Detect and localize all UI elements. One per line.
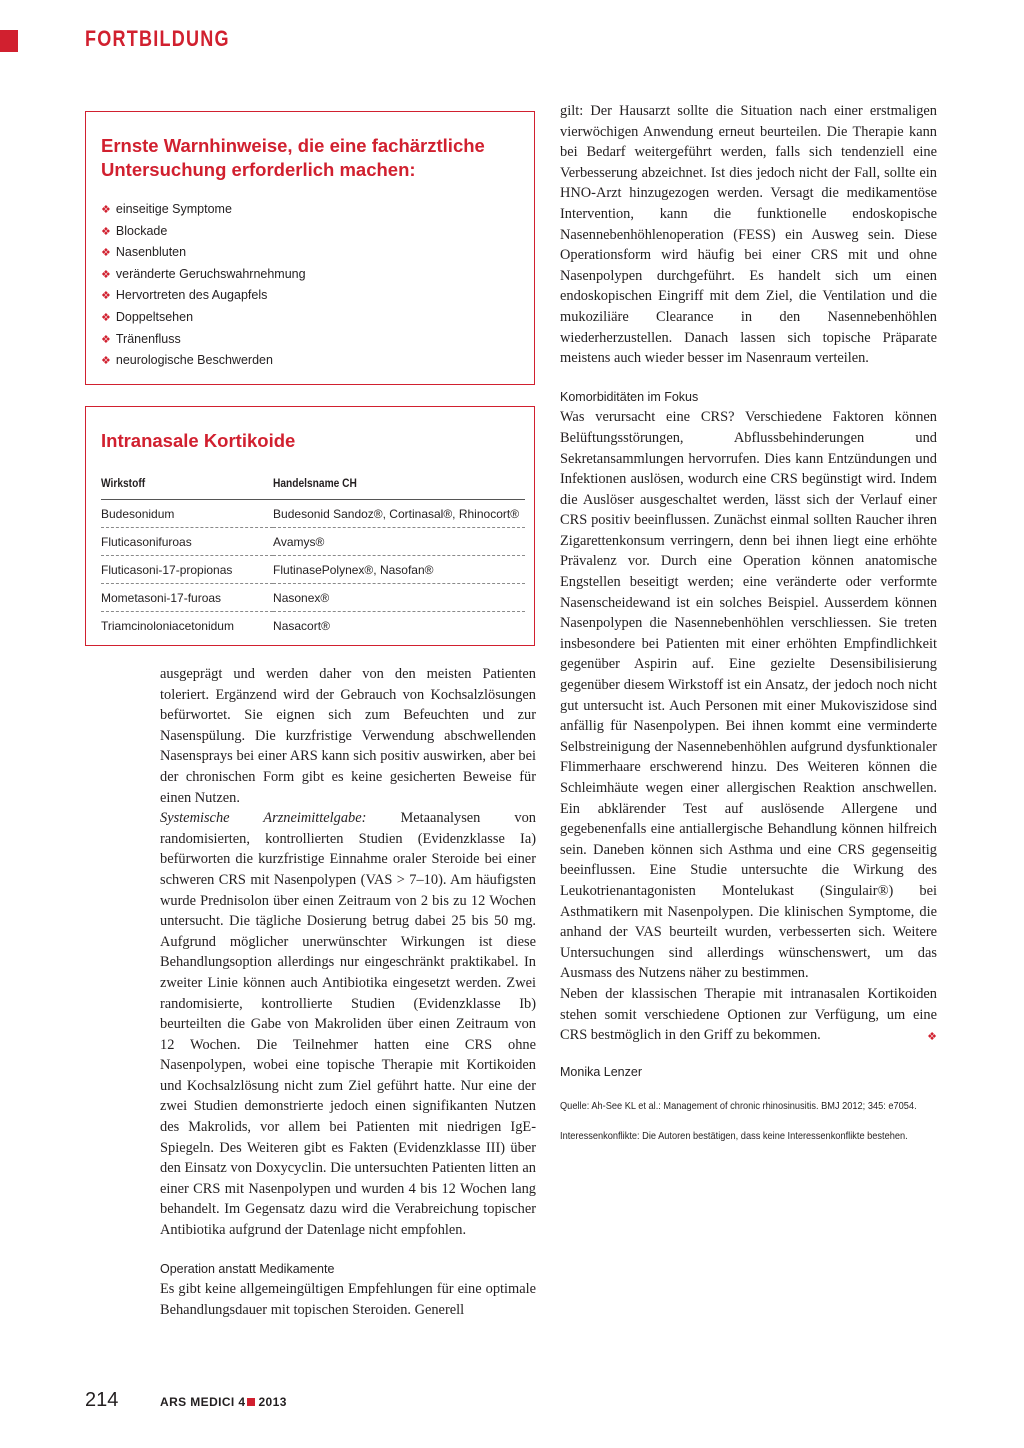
source-note: Quelle: Ah-See KL et al.: Management of chronic rhinosinusitis. BMJ 2012; 345: e7054. bbox=[560, 1099, 917, 1112]
table-cell: Fluticasoni-17-propionas bbox=[101, 556, 273, 584]
author-name: Monika Lenzer bbox=[560, 1064, 642, 1079]
section-title: FORTBILDUNG bbox=[85, 26, 230, 51]
diamond-bullet-icon: ❖ bbox=[101, 333, 111, 346]
paragraph: ausgeprägt und werden daher von den meisten Patienten toleriert. Ergänzend wird der Gebrauch von Kochsalzlösungen befürwortet. Sie eignen sich zum Befeuchten und zur Nasenspülung. Die kurzfristige Verwendung abschwellenden Nasensprays bei einer ARS kann sich positiv auswirken, aber bei der chronischen Form gibt es keine gesicherten Beweise für einen Nutzen. bbox=[160, 666, 536, 806]
right-text-column bbox=[560, 101, 937, 1144]
warning-box-title: Ernste Warnhinweise, die eine fachärztliche Untersuchung erforderlich machen: bbox=[101, 135, 485, 180]
table-row bbox=[101, 612, 525, 640]
diamond-bullet-icon: ❖ bbox=[101, 204, 111, 216]
paragraph: gilt: Der Hausarzt sollte die Situation nach einer erstmaligen vierwöchigen Anwendung erneut beurteilen. Die Therapie kann bei Bedarf weitergeführt werden, falls sich tendenziell eine Verbesserung abzeichnet. Ist dies jedoch nicht der Fall, sollte ein HNO-Arzt hinzugezogen werden. Versagt die medikamentöse Intervention, kann die funktionelle endoskopische Nasennebenhöhlenoperation (FESS) ein Ausweg sein. Diese Operationsform wird häufig bei einer CRS mit und ohne Nasenpolypen durchgeführt. Es handelt sich um einen endoskopischen Eingriff mit dem Ziel, die Ventilation und die mukoziliäre Clearance in den Nasennebenhöhlen wiederherzustellen. Danach lassen sich topische Präparate meistens auch wieder besser im Nasenraum verteilen. bbox=[560, 103, 937, 367]
paragraph: Was verursacht eine CRS? Verschiedene Faktoren können Belüftungsstörungen, Abflussbehinderungen und Sekretansammlungen hervorrufen. Dies kann Entzündungen und Infektionen auslösen, wodurch eine CRS begünstigt wird. Indem die Auslöser ausgeschaltet werden, lässt sich der Verlauf einer CRS positiv beeinflussen. Zunächst einmal sollten Raucher ihren Zigarettenkonsum verringern, denn bei ihnen liegt eine erhöhte Prävalenz vor. Durch eine Operation können anatomische Engstellen beseitigt werden; eine veränderte oder verformte Nasenscheidewand ist ein solches Beispiel. Ausserdem können Nasenpolypen die Nasennebenhöhlen verschliessen. Sie treten insbesondere bei Patienten mit einer erhöhten Empfindlichkeit gegenüber Aspirin auf. Eine gezielte Desensibilisierung gegenüber diesem Wirkstoff ist ein Ansatz, der jedoch noch nicht gut untersucht ist. Auch Personen mit einer Mukoviszidose sind anfällig für Nasenpolypen. Bei ihnen kommt eine verminderte Selbstreinigung der Nasennebenhöhlen aufgrund dysfunktionaler Flimmerhaare erschwerend hinzu. Des Weiteren können die Schleimhäute wegen einer allergischen Reaktion anschwellen. Ein abklärender Test auf auslösende Allergene und gegebenenfalls eine antiallergische Behandlung können hilfreich sein. Daneben können sich Asthma und eine CRS gegenseitig beeinflussen. Eine Studie untersuchte die Wirkung des Leukotrienantagonisten Montelukast (Singulair®) bei Asthmatikern mit Nasenpolypen. Die klinischen Symptome, die anhand der VAS beurteilt wurden, verbesserten sich. Weitere Untersuchungen sind allerdings wünschenswert, um das Ausmass des Nutzens näher zu bestimmen. bbox=[560, 409, 937, 982]
end-of-article-icon: ❖ bbox=[927, 1031, 937, 1044]
paragraph: Neben der klassischen Therapie mit intranasalen Kortikoiden stehen somit verschiedene Optionen zur Verfügung, um eine CRS bestmöglich in den Griff zu bekommen. ❖ bbox=[560, 984, 937, 1046]
paragraph: Systemische Arzneimittelgabe: Metaanalysen von randomisierten, kontrollierten Studien (Evidenzklasse Ia) befürworten die kurzfristige Einnahme oraler Steroide bei einer schweren CRS mit Nasenpolypen (VAS > 7–10). Am häufigsten wurde Prednisolon über einen Zeitraum von 2 bis zu 12 Wochen untersucht. Die tägliche Dosierung betrug dabei 25 bis 50 mg. Aufgrund möglicher unerwünschter Wirkungen ist diese Behandlungsoption allerdings nur eingeschränkt praktikabel. In zweiter Linie können auch Antibiotika eingesetzt werden. Zwei randomisierte, kontrollierte Studien (Evidenzklasse Ib) beurteilten die Gabe von Makroliden über einen Zeitraum von 12 Wochen. Die Teilnehmer hatten eine CRS ohne Nasenpolypen, wobei eine topische Therapie mit Kortikoiden und Kochsalzlösung nicht zum Ziel geführt hatte. Nur eine der zwei Studien demonstrierte jedoch einen signifikanten Nutzen des Makrolids, vor allem bei Patienten mit niedrigen IgE-Spiegeln. Des Weiteren gibt es Fakten (Evidenzklasse III) über den Einsatz von Doxycyclin. Die untersuchten Patienten litten an einer CRS mit Nasenpolypen und wurden 4 bis 12 Wochen lang behandelt. Im Gegensatz dazu wird die Verabreichung topischer Antibiotika aufgrund der Datenlage nicht empfohlen. bbox=[160, 810, 536, 1239]
diamond-bullet-icon: ❖ bbox=[101, 247, 111, 260]
warning-list bbox=[101, 199, 306, 372]
list-item: ❖ Nasenbluten bbox=[101, 245, 187, 260]
diamond-bullet-icon: ❖ bbox=[101, 225, 111, 238]
table-cell: Fluticasonifuroas bbox=[101, 528, 273, 556]
section-marker bbox=[0, 30, 18, 52]
list-item: ❖ Doppeltsehen bbox=[101, 309, 194, 324]
square-separator-icon bbox=[247, 1398, 255, 1406]
subheading-operation: Operation anstatt Medikamente bbox=[160, 1261, 335, 1276]
table-row bbox=[101, 528, 525, 556]
warning-box bbox=[85, 111, 535, 385]
list-item: ❖ neurologische Beschwerden bbox=[101, 353, 273, 368]
table-cell: FlutinasePolynex®, Nasofan® bbox=[273, 556, 525, 584]
paragraph: Es gibt keine allgemeingültigen Empfehlungen für eine optimale Behandlungsdauer mit topischen Steroiden. Generell bbox=[160, 1281, 536, 1318]
subheading-komorbiditaeten: Komorbiditäten im Fokus bbox=[560, 389, 699, 404]
conflict-note: Interessenkonflikte: Die Autoren bestätigen, dass keine Interessenkonflikte bestehen. bbox=[560, 1129, 908, 1142]
table-cell: Budesonidum bbox=[101, 500, 273, 528]
table-row bbox=[101, 500, 525, 528]
table-cell: Nasonex® bbox=[273, 584, 525, 612]
left-text-column bbox=[160, 664, 536, 1320]
list-item: ❖ veränderte Geruchswahrnehmung bbox=[101, 266, 306, 281]
table-cell: Triamcinoloniacetonidum bbox=[101, 618, 234, 633]
diamond-bullet-icon: ❖ bbox=[101, 355, 111, 368]
diamond-bullet-icon: ❖ bbox=[101, 311, 111, 324]
list-item: ❖ Blockade bbox=[101, 223, 168, 238]
page-number: 214 bbox=[85, 1389, 119, 1411]
corticoid-table bbox=[101, 471, 525, 639]
diamond-bullet-icon: ❖ bbox=[101, 268, 111, 281]
table-cell: Nasacort® bbox=[273, 618, 330, 633]
list-item: ❖ einseitige Symptome bbox=[101, 202, 232, 216]
table-cell: Budesonid Sandoz®, Cortinasal®, Rhinocort® bbox=[273, 500, 525, 528]
list-item: ❖ Tränenfluss bbox=[101, 331, 181, 346]
corticoid-box bbox=[85, 406, 535, 646]
inline-heading: Systemische Arzneimittelgabe: bbox=[160, 810, 367, 827]
column-header-wirkstoff: Wirkstoff bbox=[101, 471, 273, 500]
table-cell: Mometasoni-17-furoas bbox=[101, 584, 273, 612]
table-row bbox=[101, 556, 525, 584]
table-header-row bbox=[101, 471, 525, 500]
table-row bbox=[101, 584, 525, 612]
table-cell: Avamys® bbox=[273, 528, 525, 556]
diamond-bullet-icon: ❖ bbox=[101, 290, 111, 303]
corticoid-box-title: Intranasale Kortikoide bbox=[101, 430, 296, 451]
list-item: ❖ Hervortreten des Augapfels bbox=[101, 288, 268, 303]
journal-info: ARS MEDICI 4 2013 bbox=[160, 1395, 287, 1409]
column-header-handelsname: Handelsname CH bbox=[273, 471, 525, 500]
